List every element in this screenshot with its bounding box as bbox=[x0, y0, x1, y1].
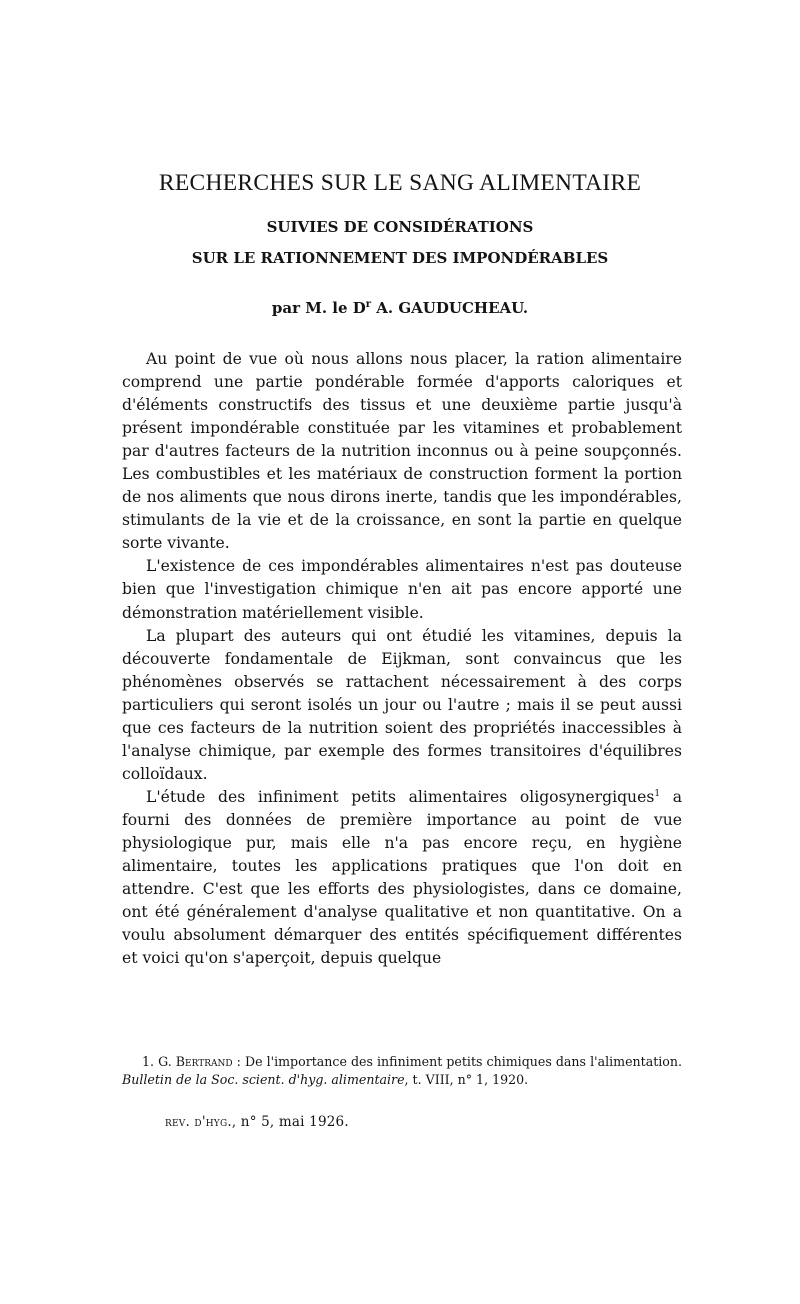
footnote bbox=[122, 1053, 682, 1089]
article-subtitle-line1: SUIVIES DE CONSIDÉRATIONS bbox=[266, 218, 534, 236]
author-line bbox=[0, 299, 800, 317]
footnote-text bbox=[122, 1053, 682, 1089]
paragraph-3: La plupart des auteurs qui ont étudié les vitamines, depuis la découverte fondamentale de Eijkman, sont convaincus que les phénomènes observés se rattachent nécessairement à des corps particuliers qui seront isolés un jour ou l'autre ; mais il se peut aussi que ces facteurs de la nutrition soient des propriétés inaccessibles à l'analyse chimique, par exemple des formes transitoires d'équilibres colloïdaux. bbox=[122, 626, 682, 783]
footnote-reference: 1 bbox=[654, 788, 661, 799]
paragraph-2: L'existence de ces impondérables alimentaires n'est pas douteuse bien que l'investigation chimique n'en ait pas encore apporté une démonstration matériellement visible. bbox=[122, 557, 682, 622]
article-title: RECHERCHES SUR LE SANG ALIMENTAIRE bbox=[158, 170, 642, 196]
journal-reference bbox=[165, 1114, 349, 1130]
paragraph-4-start: L'étude des infiniment petits alimentaires oligosynergiques bbox=[146, 787, 655, 806]
footnote-text-part2: , t. VIII, n° 1, 1920. bbox=[404, 1072, 529, 1088]
author-title-sup: r bbox=[365, 299, 372, 310]
article-subtitle-line2: SUR LE RATIONNEMENT DES IMPONDÉRABLES bbox=[191, 249, 609, 267]
author-prefix: par M. le D bbox=[271, 299, 366, 317]
footnote-journal: Bulletin de la Soc. scient. d'hyg. alimentaire bbox=[122, 1072, 405, 1088]
footnote-text-part1: : De l'importance des infiniment petits chimiques dans l'alimentation. bbox=[232, 1054, 682, 1069]
footnote-number: 1. G. bbox=[142, 1054, 176, 1069]
journal-issue: , n° 5, mai 1926. bbox=[231, 1114, 349, 1130]
paragraph-1: Au point de vue où nous allons nous placer, la ration alimentaire comprend une partie pondérable formée d'apports caloriques et d'éléments constructifs des tissus et une deuxième partie jusqu'à présent impondérable constituée par les vitamines et probablement par d'autres facteurs de la nutrition inconnus ou à peine soupçonnés. Les combustibles et les matériaux de construction forment la portion de nos aliments que nous dirons inerte, tandis que les impondérables, stimulants de la vie et de la croissance, en sont la partie en quelque sorte vivante. bbox=[122, 350, 682, 553]
journal-abbrev: rev. d'hyg. bbox=[165, 1114, 232, 1130]
footnote-author: Bertrand bbox=[175, 1054, 233, 1069]
article-body bbox=[122, 348, 682, 970]
paragraph-4 bbox=[122, 786, 682, 970]
paragraph-4-end: a fourni des données de première importance au point de vue physiologique pur, mais elle n'a pas encore reçu, en hygiène alimentaire, toutes les applications pratiques que l'on doit en attendre. C'est que les efforts des physiologistes, dans ce domaine, ont été généralement d'analyse qualitative et non quantitative. On a voulu absolument démarquer des entités spécifiquement différentes et voici qu'on s'aperçoit, depuis quelque bbox=[122, 787, 682, 968]
author-name: A. GAUDUCHEAU. bbox=[371, 299, 529, 317]
